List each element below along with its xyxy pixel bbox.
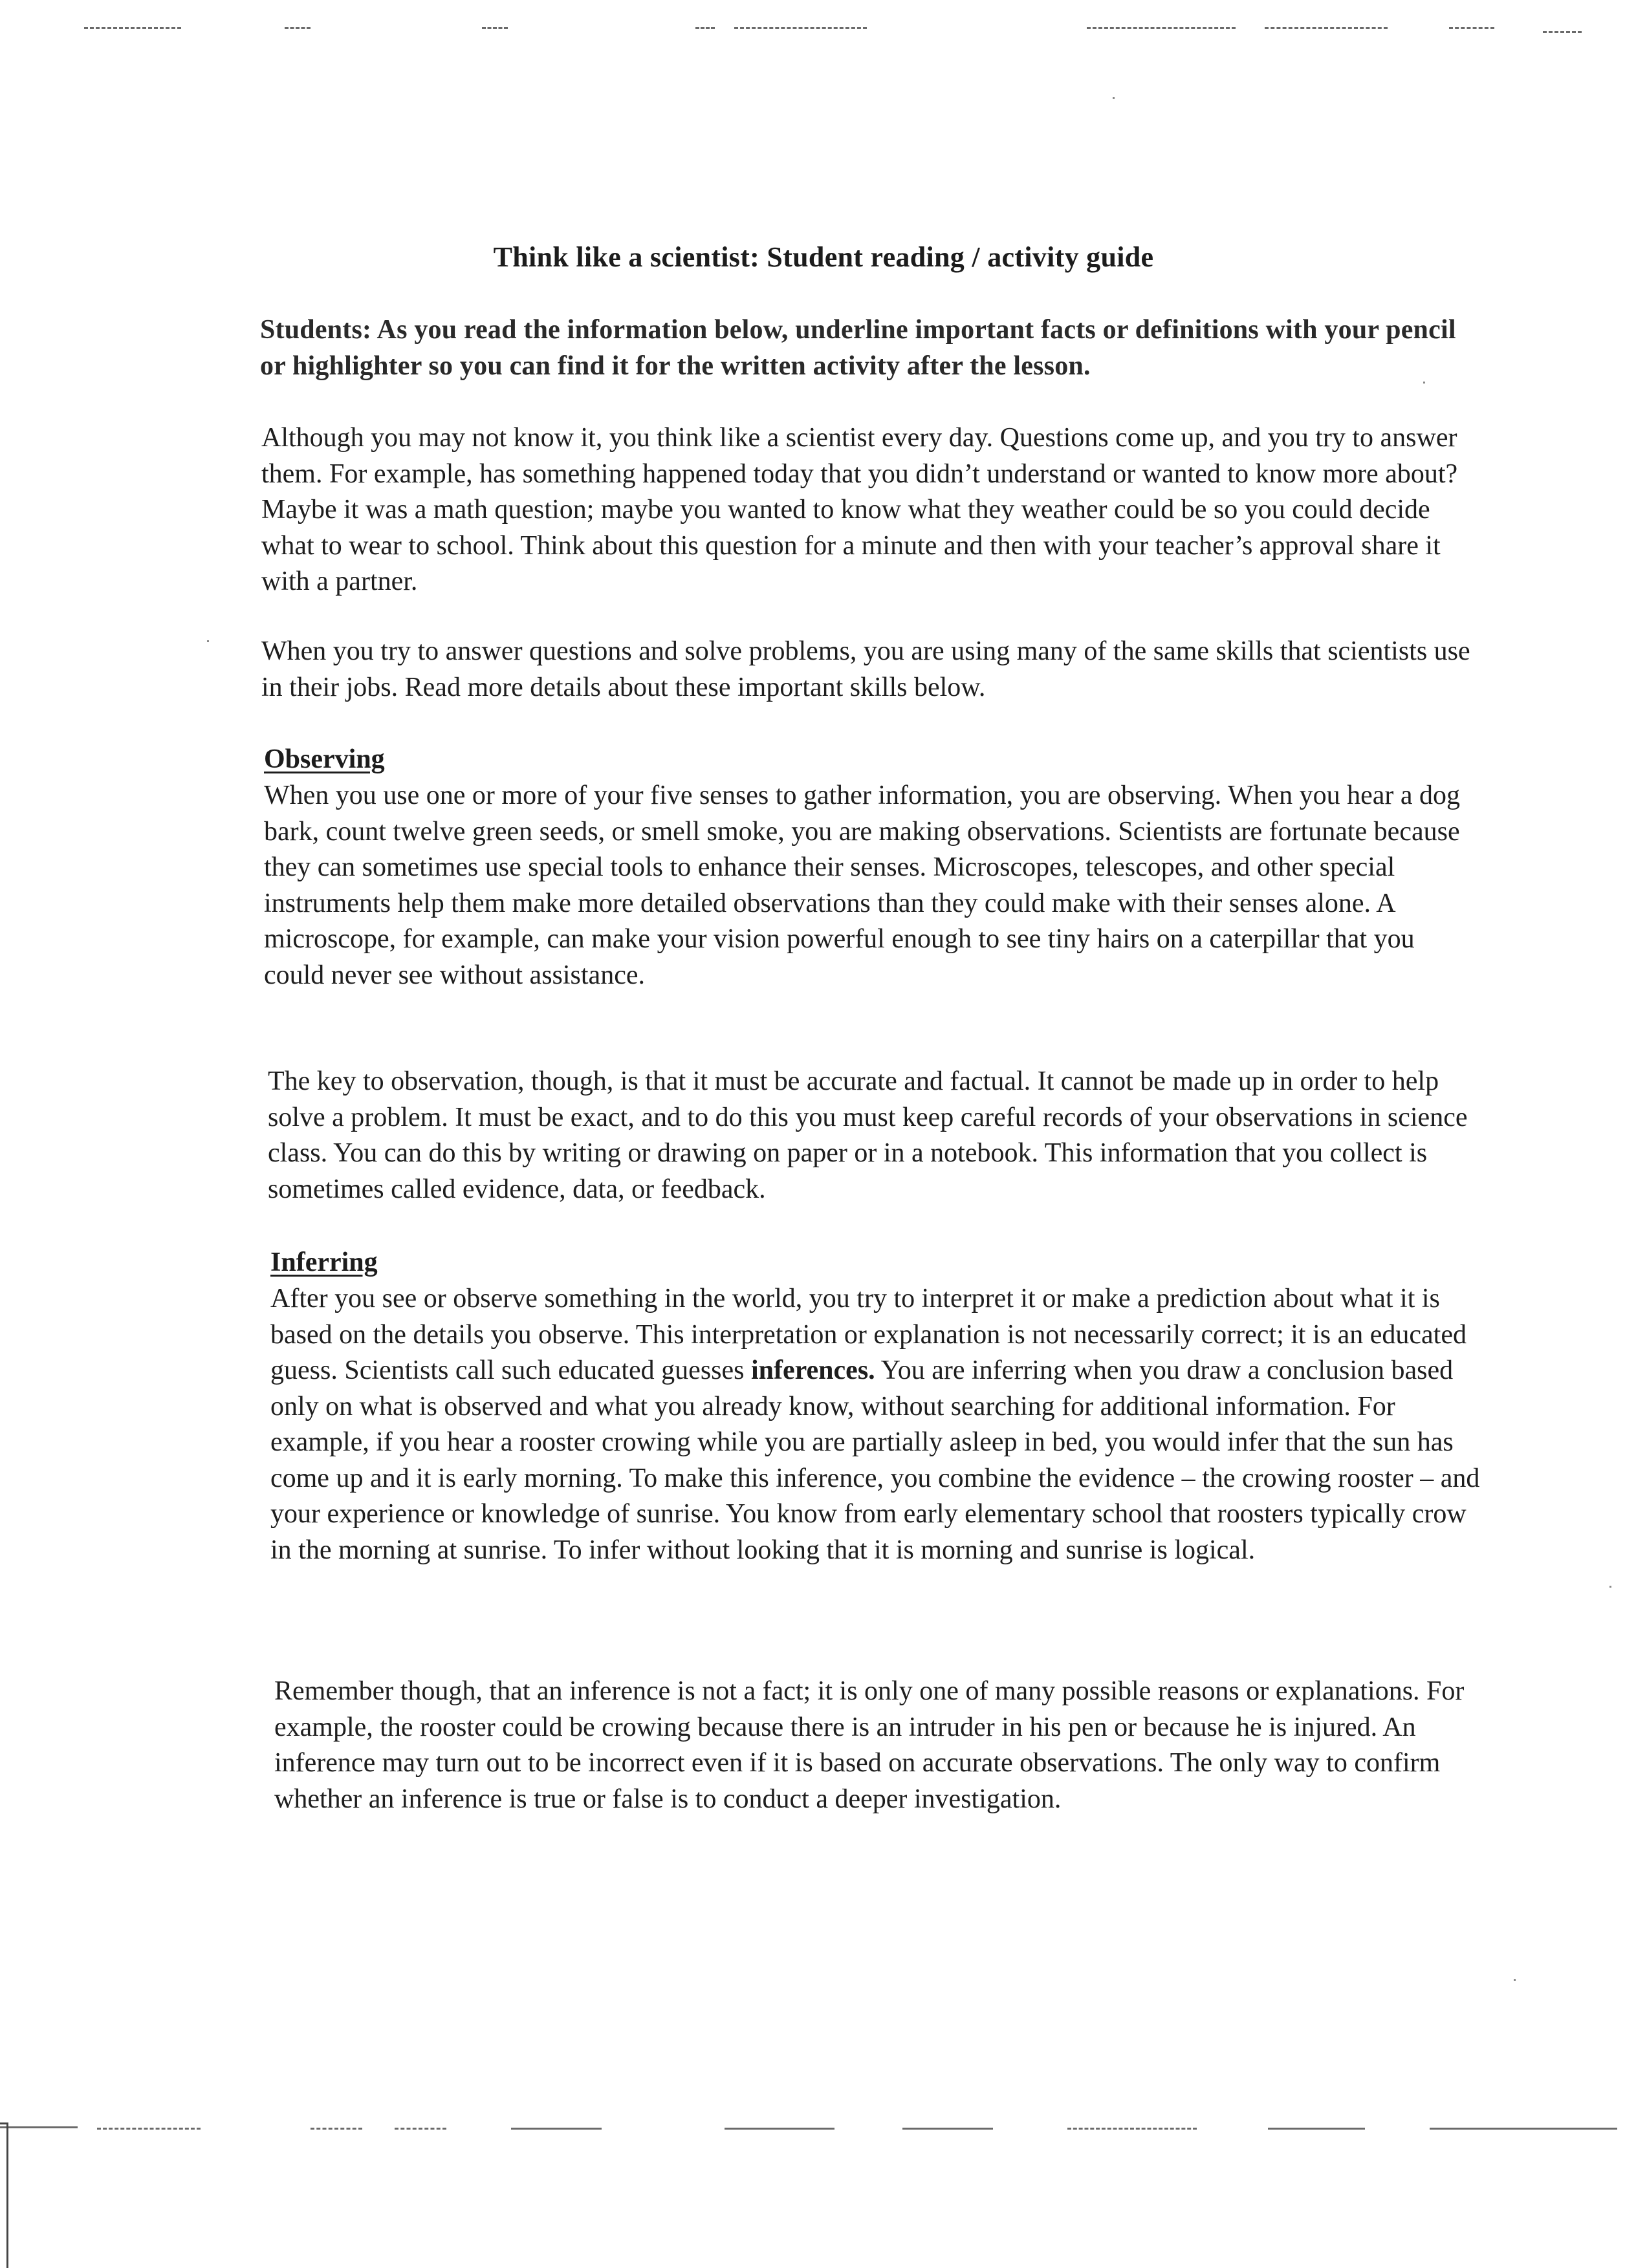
scan-edge-bracket [0, 2122, 8, 2268]
scan-artifact-top [695, 27, 715, 29]
scan-artifact-top [482, 27, 508, 29]
scan-artifact-top [1265, 27, 1388, 29]
intro-paragraph: Although you may not know it, you think like a scientist every day. Questions come up, and you try to answer them. For example, has something happened today that you didn’t understand or wanted to know more about? Maybe it was a math question; maybe you wanted to know what they weather could be so you could decide what to wear to school. Think about this question for a minute and then with your teacher’s approval share it with a partner. [261, 423, 1458, 596]
scan-speck [1514, 1979, 1516, 1981]
observing-paragraph-1: When you use one or more of your five senses to gather information, you are observing. When you hear a dog bark, count twelve green seeds, or smell smoke, you are making observations. Scientists are fortunate because they can sometimes use special tools to enhance their senses. Microscopes, telescopes, and other special instruments help them make more detailed observations than they could make with their senses alone. A microscope, for example, can make your vision powerful enough to see tiny hairs on a caterpillar that you could never see without assistance. [264, 781, 1461, 990]
scan-artifact-bottom [511, 2128, 602, 2130]
scan-artifact-top [84, 27, 181, 29]
scan-artifact-bottom [725, 2128, 834, 2130]
scan-artifact-top [1449, 27, 1494, 29]
student-instructions: Students: As you read the information below, underline important facts or definitions with your pencil or highlighter so you can find it for the written activity after the lesson. [260, 315, 1456, 381]
observing-paragraph-2: The key to observation, though, is that it must be accurate and factual. It cannot be made up in order to help solve a problem. It must be exact, and to do this you must keep careful records of your observations in science class. You can do this by writing or drawing on paper or in a notebook. This information that you collect is sometimes called evidence, data, or feedback. [268, 1066, 1468, 1204]
skills-paragraph: When you try to answer questions and solve problems, you are using many of the same skills that scientists use in their jobs. Read more details about these important skills below. [261, 636, 1470, 702]
scan-artifact-bottom [0, 2126, 78, 2128]
scan-speck [1113, 97, 1115, 99]
scan-artifact-top [285, 27, 311, 29]
inferring-text-b: You are inferring when you draw a conclusion based only on what is observed and what you already know, without searching for additional information. For example, if you hear a rooster crowing while you are partially asleep in bed, you would infer that the sun has come up and it is early morning. To make this inference, you combine the evidence – the crowing rooster – and your experience or knowledge of sunrise. You know from early elementary school that roosters typically crow in the morning at sunrise. To infer without looking that it is morning and sunrise is logical. [270, 1355, 1480, 1565]
scan-artifact-bottom [1430, 2128, 1617, 2130]
scan-artifact-top [1087, 27, 1236, 29]
scan-artifact-bottom [395, 2128, 446, 2130]
document-title: Think like a scientist: Student reading / activity guide [493, 241, 1154, 273]
scan-artifact-top [734, 27, 867, 29]
inferring-paragraph-1 [270, 1281, 1493, 1568]
inferring-text-a: After you see or observe something in the world, you try to interpret it or make a prediction about what it is based on the details you observe. This interpretation or explanation is not necessarily correct; it is an educated guess. Scientists call such educated guesses [270, 1284, 1467, 1385]
scan-speck [1609, 1586, 1611, 1588]
inferring-paragraph-2: Remember though, that an inference is not a fact; it is only one of many possible reasons or explanations. For example, the rooster could be crowing because there is an intruder in his pen or because he is injured. An inference may turn out to be incorrect even if it is based on accurate observations. The only way to confirm whether an inference is true or false is to conduct a deeper investigation. [274, 1676, 1465, 1814]
observing-heading: Observing [264, 744, 385, 774]
scan-artifact-bottom [1067, 2128, 1197, 2130]
scan-artifact-bottom [311, 2128, 362, 2130]
scan-artifact-top [1543, 31, 1582, 33]
scan-artifact-bottom [97, 2128, 201, 2130]
scan-artifact-bottom [902, 2128, 993, 2130]
scan-artifact-bottom [1268, 2128, 1365, 2130]
inferences-term: inferences. [751, 1355, 875, 1385]
scan-speck [207, 640, 209, 642]
inferring-heading: Inferring [270, 1247, 378, 1277]
